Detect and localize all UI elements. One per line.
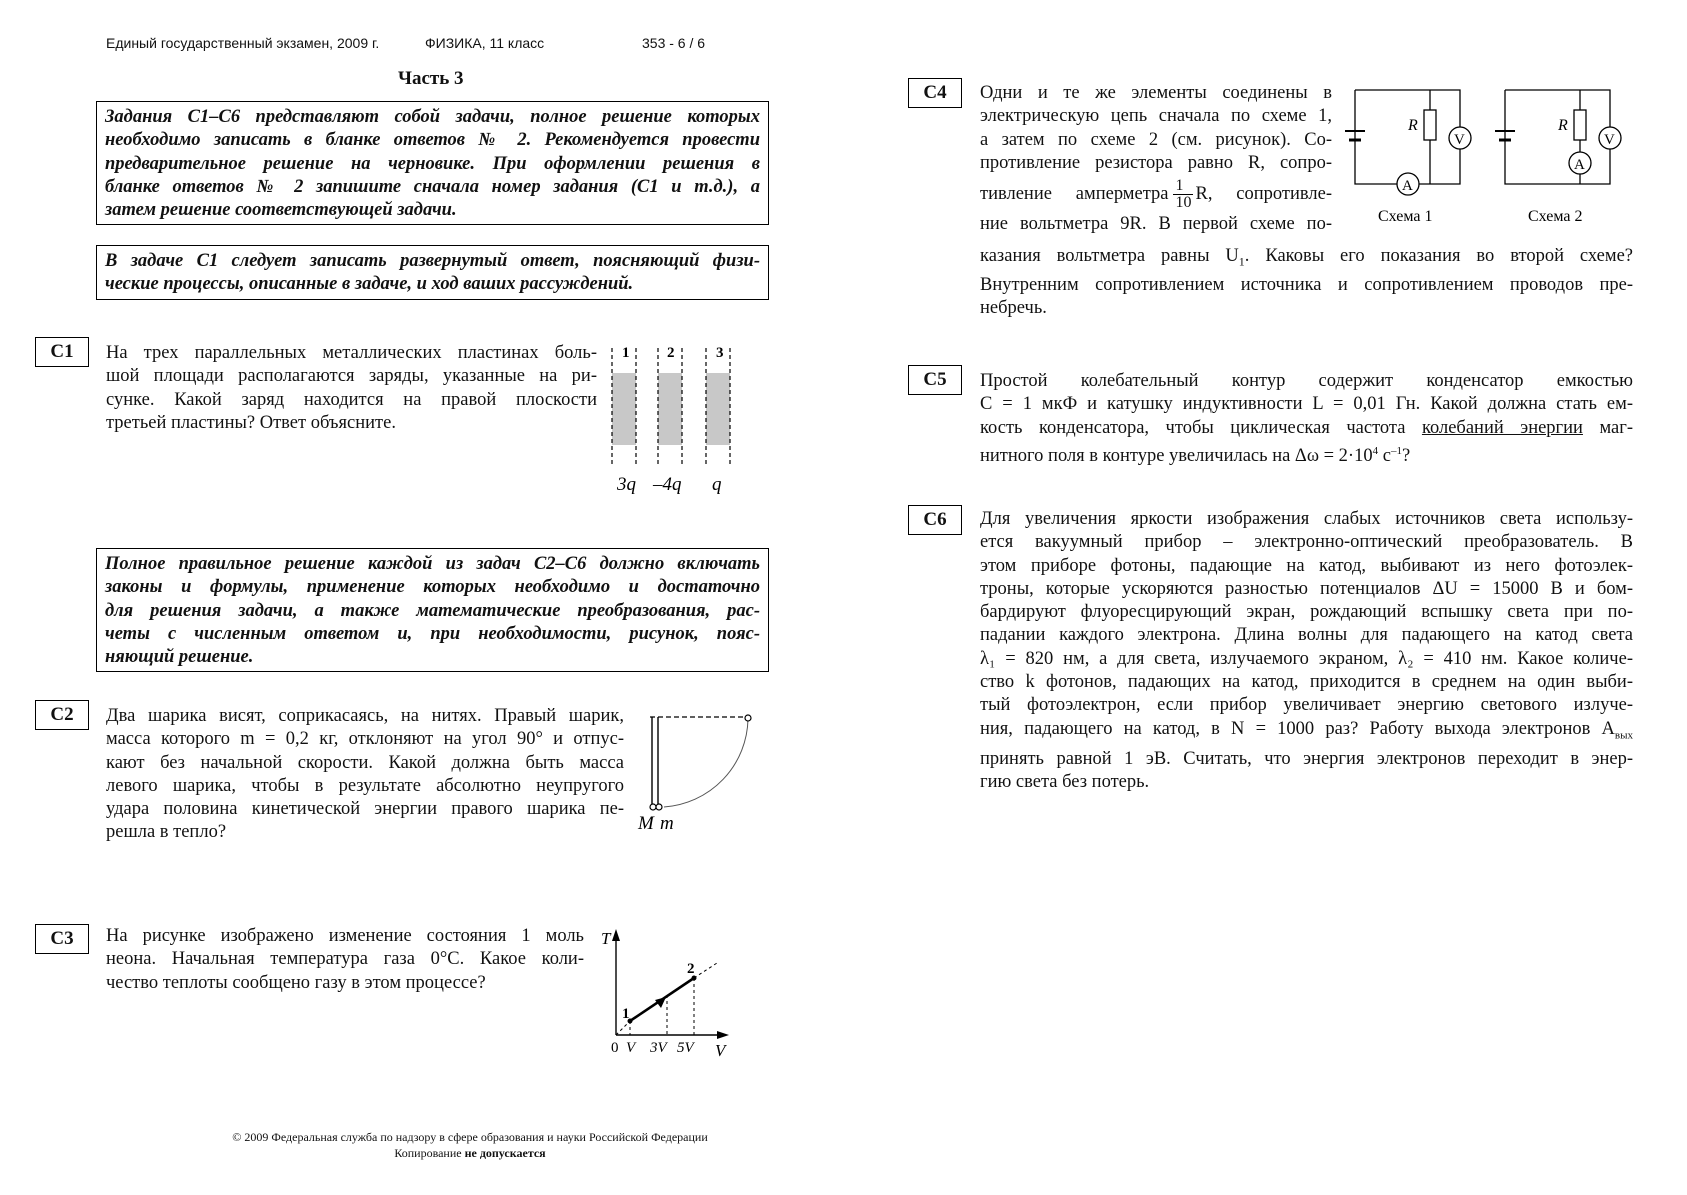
instruction-line: няющий решение. [105,647,254,668]
task-line: троны, которые ускоряются разностью потенциалов ΔU = 15000 В и бом- [980,578,1633,599]
task-line: удара половина кинетической энергии правого шарика пе- [106,799,624,820]
instruction-line: затем решение соответствующей задачи. [105,200,457,221]
task-line: тый фотоэлектрон, если прибор увеличивает энергию светового излуче- [980,695,1633,716]
plate-number: 2 [667,345,675,361]
task-label-c2: C2 [35,700,89,730]
underlined-phrase: колебаний энергии [1421,417,1583,438]
ammeter-label: A [1402,178,1413,194]
charge-label: –4q [653,474,682,495]
task-label-c3: C3 [35,924,89,954]
task-line: гию света без потерь. [980,771,1150,792]
plate-1 [612,373,636,445]
task-c6-text [980,508,1633,794]
task-line: На трех параллельных металлических пластинах боль- [106,343,597,363]
instruction-box-3 [96,548,769,672]
plate-number: 3 [716,345,724,361]
instruction-line: предварительное решение на черновике. При оформлении решения в [105,153,760,174]
task-line: падании каждого электрона. Длина волны для падающего на катод света [980,625,1633,646]
task-line: На рисунке изображено изменение состояния 1 моль [106,926,584,946]
charge-label: 3q [617,474,636,495]
header-exam: Единый государственный экзамен, 2009 г. [106,35,380,51]
task-line: чество теплоты сообщено газу в этом процессе? [106,972,486,993]
voltmeter-label: V [1604,132,1615,148]
state-point-1: 1 [622,1006,630,1022]
task-line: λ₁ = 820 нм, а для света, излучаемого экраном, λ₂ = 410 нм. Какое количе- [980,648,1633,669]
axis-label-t: T [601,929,611,948]
task-line: бардируют флуоресцирующий экран, рождающий вспышку света при по- [980,602,1633,623]
c2-pendulum-figure [630,705,760,835]
footer-copyright: © 2009 Федеральная служба по надзору в сфере образования и науки Российской Федерации [232,1130,708,1144]
header-page-number: 353 - 6 / 6 [642,35,706,51]
task-c2-text [106,705,624,845]
task-line: масса которого m = 0,2 кг, отклоняют на угол 90° и отпус- [106,729,624,750]
state-point-2: 2 [687,961,695,977]
task-line: кость конденсатора, чтобы циклическая частота колебаний энергии маг- [980,417,1633,438]
task-line: Два шарика висят, соприкасаясь, на нитях. Правый шарик, [106,706,624,726]
task-line-fraction: тивление амперметра $\frac{1}{10}$ R, сопротивле- [980,177,1332,212]
task-line: нитного поля в контуре увеличилась на $\Delta\omega = 2\cdot 10^4$ $с^{-1}$? [980,444,1411,467]
instruction-box-2 [96,245,769,300]
tick-label: 5V [677,1040,694,1056]
part-title: Часть 3 [398,68,464,89]
plate-2 [658,373,682,445]
instruction-line: В задаче С1 следует записать развернутый ответ, поясняющий физи- [105,251,760,271]
scheme-caption-2: Схема 2 [1528,208,1583,225]
instruction-box-1 [96,101,769,225]
task-line: Одни и те же элементы соединены в [980,83,1332,103]
c3-tv-diagram [595,925,735,1060]
instruction-line: ческие процессы, описанные в задаче, и ход ваших рассуждений. [105,274,634,295]
task-line: а затем по схеме 2 (см. рисунок). Со- [980,129,1332,150]
task-line: ние вольтметра 9R. В первой схеме по- [980,214,1332,235]
task-line: ния, падающего на катод, в N = 1000 раз? Работу выхода электронов $A_{вых}$ [980,718,1633,742]
tick-label: 3V [650,1040,667,1056]
header-subject: ФИЗИКА, 11 класс [425,35,545,51]
tick-label: V [626,1040,636,1056]
task-line: ство k фотонов, падающих на катод, приходится в среднем на один выби- [980,672,1633,693]
task-line: ется вакуумный прибор – электронно-оптический преобразователь. В [980,532,1633,553]
mass-label-m: m [660,813,674,834]
scheme-caption-1: Схема 1 [1378,208,1433,225]
footer-notice: Копирование не допускается [394,1146,546,1160]
task-line: третьей пластины? Ответ объясните. [106,412,396,433]
task-label-c1: C1 [35,337,89,367]
instruction-line: бланке ответов № 2 запишите сначала номер задания (С1 и т.д.), а [105,176,760,197]
plate-number: 1 [622,345,630,361]
instruction-line: Полное правильное решение каждой из задач С2–С6 должно включать [105,554,760,574]
task-c3-text [106,925,584,995]
task-line: электрическую цепь сначала по схеме 1, [980,106,1332,127]
task-line: неона. Начальная температура газа 0°С. Какое коли- [106,949,584,970]
task-line: С = 1 мкФ и катушку индуктивности L = 0,01 Гн. Какой должна стать ем- [980,394,1633,415]
task-line: Простой колебательный контур содержит конденсатор емкостью [980,371,1633,391]
c4-circuit-diagrams [1340,86,1640,226]
instruction-line: законы и формулы, применение которых необходимо и достаточно [105,577,760,598]
fraction-denominator: 10 [1175,194,1192,212]
c1-plates-figure [600,340,740,500]
voltmeter-label: V [1454,132,1465,148]
task-line: казания вольтметра равны $U_1$. Каковы его показания во второй схеме? [980,246,1633,269]
mass-label-M: M [638,813,654,834]
task-line: решла в тепло? [106,822,227,843]
instruction-line: четы с численным ответом и, при необходимости, рисунок, пояс- [105,623,760,644]
task-line: принять равной 1 эВ. Считать, что энергия электронов переходит в энер- [980,748,1633,769]
fraction-numerator: 1 [1173,178,1193,195]
charge-label: q [712,474,722,495]
instruction-line: Задания С1–С6 представляют собой задачи, полное решение которых [105,107,760,127]
task-line: сунке. Какой заряд находится на правой плоскости [106,389,597,410]
task-line: Внутренним сопротивлением источника и сопротивлением проводов пре- [980,274,1633,295]
task-c1-text [106,342,597,435]
resistor-label: R [1558,117,1568,134]
task-line: Для увеличения яркости изображения слабых источников света использу- [980,509,1633,529]
task-label-c6: C6 [908,505,962,535]
task-line: противление резистора равно R, сопро- [980,152,1332,173]
task-line: этом приборе фотоны, падающие на катод, выбивают из него фотоэлек- [980,555,1633,576]
instruction-line: необходимо записать в бланке ответов № 2. Рекомендуется провести [105,130,760,151]
task-c4-text-bottom [980,245,1633,321]
task-c5-text [980,370,1633,468]
tick-label: 0 [611,1040,619,1056]
task-label-c4: C4 [908,78,962,108]
instruction-line: для решения задачи, а также математические преобразования, рас- [105,600,760,621]
plate-3 [706,373,730,445]
task-line: небречь. [980,298,1047,319]
ammeter-label: A [1574,157,1585,173]
task-c4-text-top [980,82,1332,236]
resistor-label: R [1408,117,1418,134]
task-line: шой площади располагаются заряды, указанные на ри- [106,366,597,387]
task-line: левого шарика, чтобы в результате абсолютно неупругого [106,775,624,796]
task-label-c5: C5 [908,365,962,395]
task-line: кают без начальной скорости. Какой должна быть масса [106,752,624,773]
axis-label-v: V [715,1041,726,1060]
